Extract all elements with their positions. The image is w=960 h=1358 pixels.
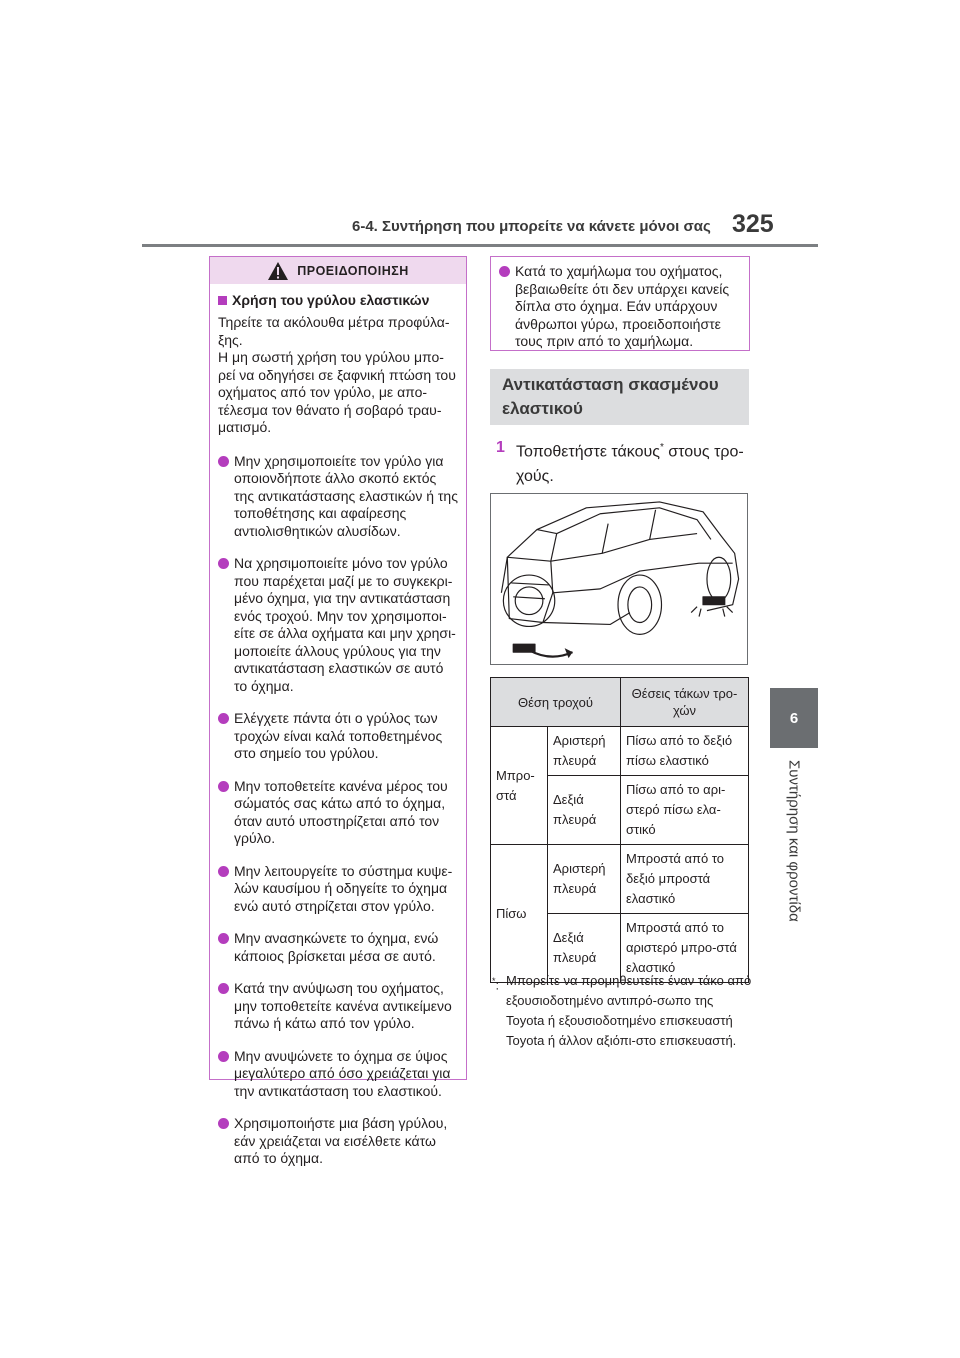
warning-box	[209, 256, 467, 1166]
bullet-dot-icon	[218, 933, 229, 944]
warning-triangle-icon	[267, 261, 289, 281]
step-number: 1	[496, 439, 505, 456]
footnote-text: Μπορείτε να προμηθευτείτε έναν τάκο από εξουσιοδοτημένο αντιπρό-σωπο της Toyota ή εξουσιοδοτημένο επισκευαστή Toyota ή άλλον αξιόπι-στο επισκευαστή.	[506, 973, 752, 1048]
bullet-dot-icon	[218, 456, 229, 467]
warning-body	[210, 284, 466, 1168]
section-heading: Αντικατάσταση σκασμένου ελαστικού	[490, 369, 749, 425]
warning-item	[218, 863, 458, 916]
table-cell: Δεξιά πλευρά	[548, 776, 621, 845]
bullet-dot-icon	[218, 1051, 229, 1062]
warning-intro: Τηρείτε τα ακόλουθα μέτρα προφύλα-ξης. Η μη σωστή χρήση του γρύλου μπο-ρεί να οδηγήσει σε ξαφνική πτώση του οχήματος από τον γρύλο, με απο-τέλεσμα τον θάνατο ή σοβαρό τραυ-ματισμό.	[218, 314, 456, 435]
warning-item	[218, 778, 458, 848]
step-1	[496, 435, 752, 489]
table-header: Θέσεις τάκων τρο-χών	[621, 678, 749, 727]
footnote	[492, 971, 752, 1051]
lowering-note	[490, 256, 750, 351]
warning-item	[218, 1115, 458, 1168]
warning-item	[218, 555, 458, 695]
warning-subtitle-text: Χρήση του γρύλου ελαστικών	[232, 292, 430, 308]
table-cell: Πίσω από το αρι-στερό πίσω ελα-στικό	[621, 776, 749, 845]
table-header-row	[491, 678, 749, 727]
warning-item	[218, 453, 458, 541]
chock-position-table	[490, 677, 749, 983]
page-number: 325	[732, 210, 774, 238]
warning-item-text: Μην ανασηκώνετε το όχημα, ενώ κάποιος βρίσκεται μέσα σε αυτό.	[234, 930, 439, 964]
bullet-dot-icon	[218, 558, 229, 569]
table-row	[491, 727, 749, 776]
warning-item-text: Μην ανυψώνετε το όχημα σε ύψος μεγαλύτερο από όσο χρειάζεται για την αντικατάσταση του ελαστικού.	[234, 1047, 451, 1099]
warning-item-text: Μην χρησιμοποιείτε τον γρύλο για οποιονδήποτε άλλο σκοπό εκτός της αντικατάστασης ελαστικών ή της τοποθέτησης και αφαίρεσης αντιολισθητικών αλυσίδων.	[234, 452, 458, 539]
table-cell: Πίσω	[491, 845, 548, 983]
warning-header	[210, 257, 466, 284]
warning-item-text: Μην τοποθετείτε κανένα μέρος του σώματός σας κάτω από το όχημα, όταν αυτό υποστηρίζεται από τον γρύλο.	[234, 777, 448, 846]
warning-item-text: Μην λειτουργείτε το σύστημα κυψε-λών καυσίμου ή οδηγείτε το όχημα ενώ αυτό στηρίζεται στον γρύλο.	[234, 862, 453, 914]
bullet-dot-icon	[218, 1118, 229, 1129]
table-cell: Δεξιά πλευρά	[548, 914, 621, 983]
footnote-mark: *:	[492, 976, 500, 993]
chapter-label	[783, 760, 805, 940]
table-cell: Πίσω από το δεξιό πίσω ελαστικό	[621, 727, 749, 776]
square-bullet-icon	[218, 296, 227, 305]
section-title: 6-4. Συντήρηση που μπορείτε να κάνετε μόνοι σας	[352, 218, 711, 235]
table-cell: Μπροστά από το δεξιό μπροστά ελαστικό	[621, 845, 749, 914]
table-cell: Αριστερή πλευρά	[548, 727, 621, 776]
table-cell: Αριστερή πλευρά	[548, 845, 621, 914]
bullet-dot-icon	[218, 781, 229, 792]
warning-title: ΠΡΟΕΙΔΟΠΟΙΗΣΗ	[297, 263, 409, 278]
warning-subtitle	[218, 292, 458, 308]
warning-item	[218, 930, 458, 965]
warning-item	[218, 1048, 458, 1101]
table-cell: Μπροστά από το αριστερό μπρο-στά ελαστικό	[621, 914, 749, 983]
table-row	[491, 845, 749, 914]
warning-item-text: Να χρησιμοποιείτε μόνο τον γρύλο που παρέχεται μαζί με το συγκεκρι-μένο όχημα, για την αντικατάσταση ενός τροχού. Μην τον χρησιμοποι-είτε σε άλλα οχήματα και μην χρησι-μοποιείτε άλλους γρύλους για την αντικατάσταση ελαστικών σε αυτό το όχημα.	[234, 555, 456, 694]
table-header: Θέση τροχού	[491, 678, 621, 727]
warning-item-text: Ελέγχετε πάντα ότι ο γρύλος των τροχών είναι καλά τοποθετημένος στο σημείο του γρύλου.	[234, 710, 443, 761]
warning-item	[218, 710, 458, 763]
note-item-text: Κατά το χαμήλωμα του οχήματος, βεβαιωθείτε ότι δεν υπάρχει κανείς δίπλα στο όχημα. Εάν υπάρχουν άνθρωποι γύρω, προειδοποιήστε τους πριν από το χαμήλωμα.	[515, 263, 730, 349]
step-text: Τοποθετήστε τάκους* στους τρο-χούς.	[516, 442, 744, 486]
chapter-label-text: Συντήρηση και φροντίδα	[785, 760, 803, 922]
bullet-dot-icon	[218, 983, 229, 994]
warning-item-text: Χρησιμοποιήστε μια βάση γρύλου, εάν χρειάζεται να εισέλθετε κάτω από το όχημα.	[234, 1115, 448, 1166]
note-item	[499, 263, 741, 351]
chapter-tab[interactable]: 6	[770, 688, 818, 748]
car-chock-illustration	[490, 493, 748, 665]
header-rule	[142, 244, 818, 247]
warning-item-text: Κατά την ανύψωση του οχήματος, μην τοποθετείτε κανένα αντικείμενο πάνω ή κάτω από τον γρύλο.	[234, 980, 452, 1031]
bullet-dot-icon	[218, 866, 229, 877]
table-cell: Μπρο-στά	[491, 727, 548, 845]
car-illustration-icon	[491, 494, 747, 664]
bullet-dot-icon	[218, 713, 229, 724]
bullet-dot-icon	[499, 266, 510, 277]
warning-item	[218, 980, 458, 1033]
